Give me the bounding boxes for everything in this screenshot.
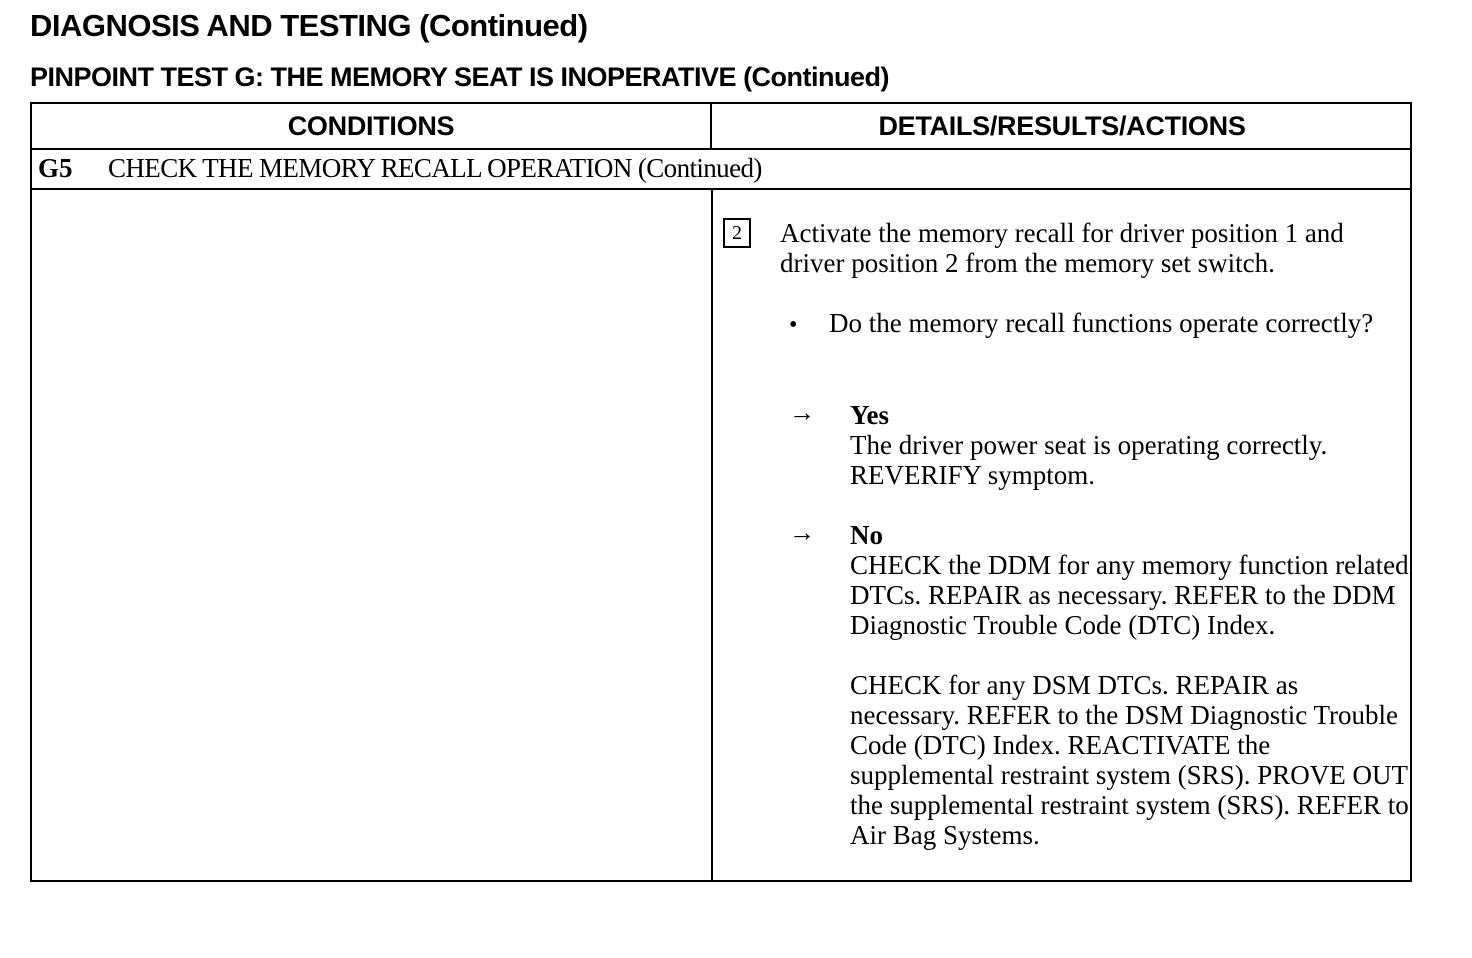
details-header: DETAILS/RESULTS/ACTIONS [878, 111, 1246, 141]
no-label: No [850, 520, 883, 550]
step-title: CHECK THE MEMORY RECALL OPERATION (Continued) [108, 153, 762, 183]
yes-label: Yes [850, 400, 889, 430]
details-cell [713, 190, 1410, 880]
no-text-2: CHECK for any DSM DTCs. REPAIR as necessary. REFER to the DSM Diagnostic Trouble Code (DTC) Index. REACTIVATE the supplemental restraint system (SRS). PROVE OUT the supplemental restraint system (SRS). REFER to Air Bag Systems. [850, 670, 1409, 850]
instruction-text: Activate the memory recall for driver position 1 and driver position 2 from the memory set switch. [780, 218, 1344, 278]
arrow-right-icon: → [789, 518, 815, 547]
step-id: G5 [38, 153, 73, 183]
step-row [32, 148, 1410, 190]
yes-text: The driver power seat is operating correctly. REVERIFY symptom. [850, 430, 1328, 490]
pinpoint-test-table [30, 102, 1412, 882]
arrow-right-icon: → [789, 398, 815, 427]
page-title: DIAGNOSIS AND TESTING (Continued) [30, 8, 588, 43]
no-text-1: CHECK the DDM for any memory function related DTCs. REPAIR as necessary. REFER to the DDM Diagnostic Trouble Code (DTC) Index. [850, 550, 1409, 640]
conditions-header: CONDITIONS [287, 111, 455, 141]
yes-result [850, 400, 1410, 490]
no-result [850, 520, 1410, 850]
table-header-row [32, 104, 1410, 150]
step-number-box: 2 [723, 218, 751, 248]
pinpoint-test-title: PINPOINT TEST G: THE MEMORY SEAT IS INOPERATIVE (Continued) [30, 62, 890, 92]
question-text: Do the memory recall functions operate correctly? [829, 308, 1374, 338]
bullet-icon: • [789, 312, 798, 338]
